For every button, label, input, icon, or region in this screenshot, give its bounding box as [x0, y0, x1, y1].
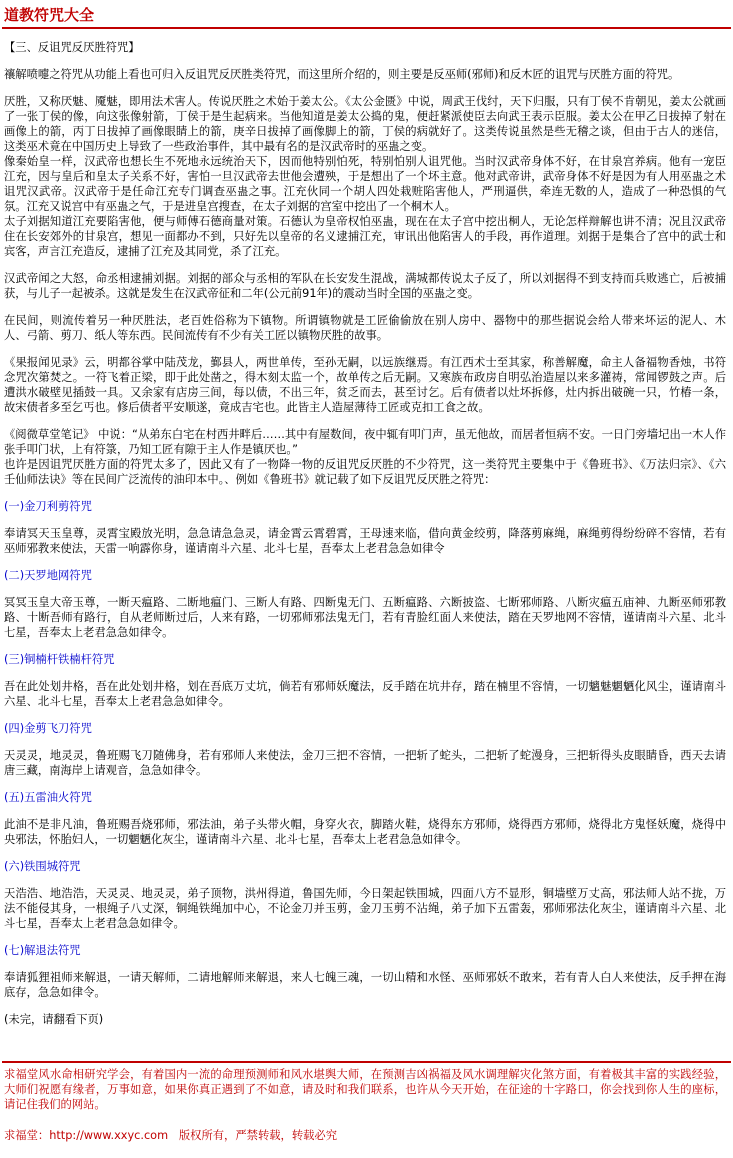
paragraph-wugu: 汉武帝闻之大怒，命丞相逮捕刘据。刘据的部众与丞相的军队在长安发生混战，满城都传说太子反了，所以刘据得不到支持而兵败逃亡，后被捕获，与儿子一起被杀。这就是发生在汉武帝征和二年(公元前91年)的震动当时全国的巫蛊之变。 [4, 272, 726, 300]
header-divider [2, 27, 731, 29]
paragraph-liuju: 太子刘据知道江充要陷害他，便与师傅石德商量对策。石德认为皇帝权怕巫蛊，现在在太子宫中挖出桐人，无论怎样辩解也讲不清；况且汉武帝住在长安郊外的甘泉宫，想见一面都办不到，只好先以皇帝的名义逮捕江充，审讯出他陷害人的手段，再作道理。刘据于是集合了宫中的武士和宾客，声言江充造反，逮捕了江充及其同党，杀了江充。 [4, 215, 726, 258]
footer-site-prefix: 求福堂： [4, 1129, 50, 1142]
spell-body: 冥冥玉皇大帝玉尊，一断天瘟路、二断地瘟门、三断人有路、四断鬼无门、五断瘟路、六断披盗、七断邪师路、八断灾瘟五庙神、九断巫师邪教路、十断吾师有路行，自从老师断过后，人来有路，一切邪师邪法鬼无门，若有青脸红面人来使法，踏在天罗地网不容情，谨请南斗六星、北斗七星，吾奉太上老君急急如律令。 [4, 596, 726, 639]
spell-body: 此油不是非凡油，鲁班赐吾烧邪师，邪法油，弟子头带火帽，身穿火衣，脚踏火鞋，烧得东方邪师，烧得西方邪师，烧得北方鬼怪妖魔，烧得中央邪法，怀胎妇人，一切魍魉化灰尘，谨请南斗六星、北斗七星，吾奉太上老君急急如律令。 [4, 818, 726, 846]
spell-list [4, 499, 726, 1000]
spell-body: 奉请冥天玉皇尊，灵霄宝殿放光明，急急请急急灵，请金霄云霄碧霄，王母速来临，借向黄金绞剪，降落剪麻绳，麻绳剪得纷纷碎不容情，若有巫师邪教来使法，天雷一响霹你身，谨请南斗六星、北斗七星，吾奉太上老君急急如律令 [4, 527, 726, 555]
article-content [4, 40, 726, 1039]
spell-title: (三)铜楠杆铁楠杆符咒 [4, 653, 115, 666]
spell-title: (七)解退法符咒 [4, 944, 81, 957]
site-title: 道教符咒大全 [4, 6, 95, 24]
paragraph-minjian: 在民间，则流传着另一种厌胜法，老百姓俗称为下镇物。所谓镇物就是工匠偷偷放在别人房中、器物中的那些据说会给人带来坏运的泥人、木人、弓箭、剪刀、纸人等东西。民间流传有不少有关工匠以镇物厌胜的故事。 [4, 314, 726, 342]
footer-promo: 求福堂风水命相研究学会，有着国内一流的命理预测师和风水堪舆大师，在预测吉凶祸福及风水调理解灾化煞方面，有着极其丰富的实践经验，大师们祝愿有缘者，万事如意，如果你真正遇到了不如意，请及时和我们联系，也许从今天开始，在征途的十字路口，你会找到你人生的座标，请记住我们的网站。 [4, 1068, 726, 1111]
footer-site-line [4, 1127, 337, 1143]
spell-title: (六)铁围城符咒 [4, 860, 81, 873]
paragraph-intro: 禳解喷嚏之符咒从功能上看也可归入反诅咒反厌胜类符咒，而这里所介绍的，则主要是反巫师(邪师)和反木匠的诅咒与厌胜方面的符咒。 [4, 68, 680, 81]
footer-site-link[interactable]: http://www.xxyc.com [49, 1129, 169, 1142]
continuation-note: (未完，请翻看下页) [4, 1013, 104, 1026]
spell-body: 天灵灵，地灵灵，鲁班赐飞刀随佛身，若有邪师人来使法，金刀三把不容情，一把斩了蛇头，二把斩了蛇漫身，三把斩得头皮眼睛昏，西天去请唐三藏，南海岸上请观音，急急如律令。 [4, 749, 726, 777]
spell-title: (四)金剪飞刀符咒 [4, 722, 92, 735]
section-heading: 【三、反诅咒反厌胜符咒】 [4, 41, 140, 54]
spell-body: 吾在此处划井格，吾在此处划井格，划在吾底万丈坑，倘若有邪师妖魔法，反手踏在坑井存，踏在楠里不容情，一切魑魅魍魉化风尘，谨请南斗六星、北斗七星，吾奉太上老君急急如律令。 [4, 680, 726, 708]
spell-body: 奉请狐狸祖师来解退，一请天解师，二请地解师来解退，来人七魄三魂，一切山精和水怪、巫师邪妖不敢来，若有青人白人来使法，反手押在海底存，急急如律令。 [4, 971, 726, 999]
paragraph-yansheng: 厌胜，又称厌魅、魇魅，即用法术害人。传说厌胜之术始于姜太公。《太公金匮》中说，周武王伐纣，天下归服，只有丁侯不肯朝见，姜太公就画了一张丁侯的像，向这张像射箭，丁侯于是生起病来。当他知道是姜太公捣的鬼，便赶紧派使臣去向武王表示臣服。姜太公在甲乙日拔掉了射在画像上的箭，丙丁日拔掉了画像眼睛上的箭，庚辛日拔掉了画像脚上的箭，丁侯的病就好了。这类传说虽然是些无稽之谈，但由于古人的迷信，这类巫术竟在中国历史上导致了一些政治事件，其中最有名的是汉武帝时的巫蛊之变。 [4, 95, 726, 153]
spell-title: (一)金刀利剪符咒 [4, 500, 92, 513]
footer-divider [2, 1061, 731, 1063]
spell-body: 天浩浩、地浩浩，天灵灵、地灵灵，弟子顶物，洪州得道，鲁国先师，今日架起铁围城，四面八方不显形，铜墙壁万丈高，邪法师人站不拢，万法不能侵其身，一根绳子八丈深，铜绳铁绳加中心，不论金刀并玉剪，金刀玉剪不沾绳，弟子加下五雷轰，邪师邪法化灰尘，谨请南斗六星、北斗七星，吾奉太上老君急急如律令。 [4, 887, 726, 930]
footer-rights: 版权所有，严禁转载，转载必究 [178, 1129, 338, 1142]
paragraph-yuewei: 《阅微草堂笔记》 中说：“从弟东白宅在村西井畔后……其中有屋数间，夜中辄有叩门声，虽无他故，而居者恒病不安。一日门旁墙圮出一木人作张手叩门状，上有符箓，乃知工匠有隙于主人作是镇厌也。” [4, 428, 726, 456]
paragraph-guobao: 《果报闻见录》云，明都谷掌中陆茂龙，鄞县人，两世单传，至孙无嗣，以远族继焉。有江西术士至其家，称善解魔，命主人备福物香烛，书符念咒次第焚之。一符飞着正梁，即于此处凿之，得木刻太监一个，故单传之后无嗣。又寒族布政房自明弘治造屋以来多灌祷，常闻锣鼓之声。后遭洪水破壁见插鼓一具。又余家有店房三间，每以债，不出三年，贫乏而去，甚至讨乞。后有债者以灶坏拆修，灶内拆出破碗一只，竹椿一条，故宋债者多至乞丐也。修后债者平安顺遂，竟成吉宅也。此皆主人造屋薄待工匠或克扣工食之故。 [4, 356, 726, 414]
paragraph-wudi: 像秦始皇一样，汉武帝也想长生不死地永远统治天下，因而他特别怕死，特别怕别人诅咒他。当时汉武帝身体不好，在甘泉宫养病。他有一宠臣江充，因与皇后和皇太子关系不好，害怕一旦汉武帝去世他会遭殃，于是想出了一个坏主意。他对武帝讲，武帝身体不好是因为有人用巫蛊之术诅咒汉武帝。汉武帝于是任命江充专门调查巫蛊之事。江充伙同一个胡人四处栽赃陷害他人，严刑逼供，牵连无数的人，造成了一种恐惧的气氛。江充又说宫中有巫蛊之气，于是进皇宫搜查，在太子刘据的宫室中挖出了一个桐木人。 [4, 155, 726, 213]
spell-title: (二)天罗地网符咒 [4, 569, 92, 582]
paragraph-lubanshu: 也许是因诅咒厌胜方面的符咒太多了，因此又有了一物降一物的反诅咒反厌胜的不少符咒，这一类符咒主要集中于《鲁班书》、《万法归宗》、《六壬仙师法诀》等在民间广泛流传的油印本中。、例如《鲁班书》就记载了如下反诅咒反厌胜之符咒： [4, 458, 726, 486]
spell-title: (五)五雷油火符咒 [4, 791, 92, 804]
